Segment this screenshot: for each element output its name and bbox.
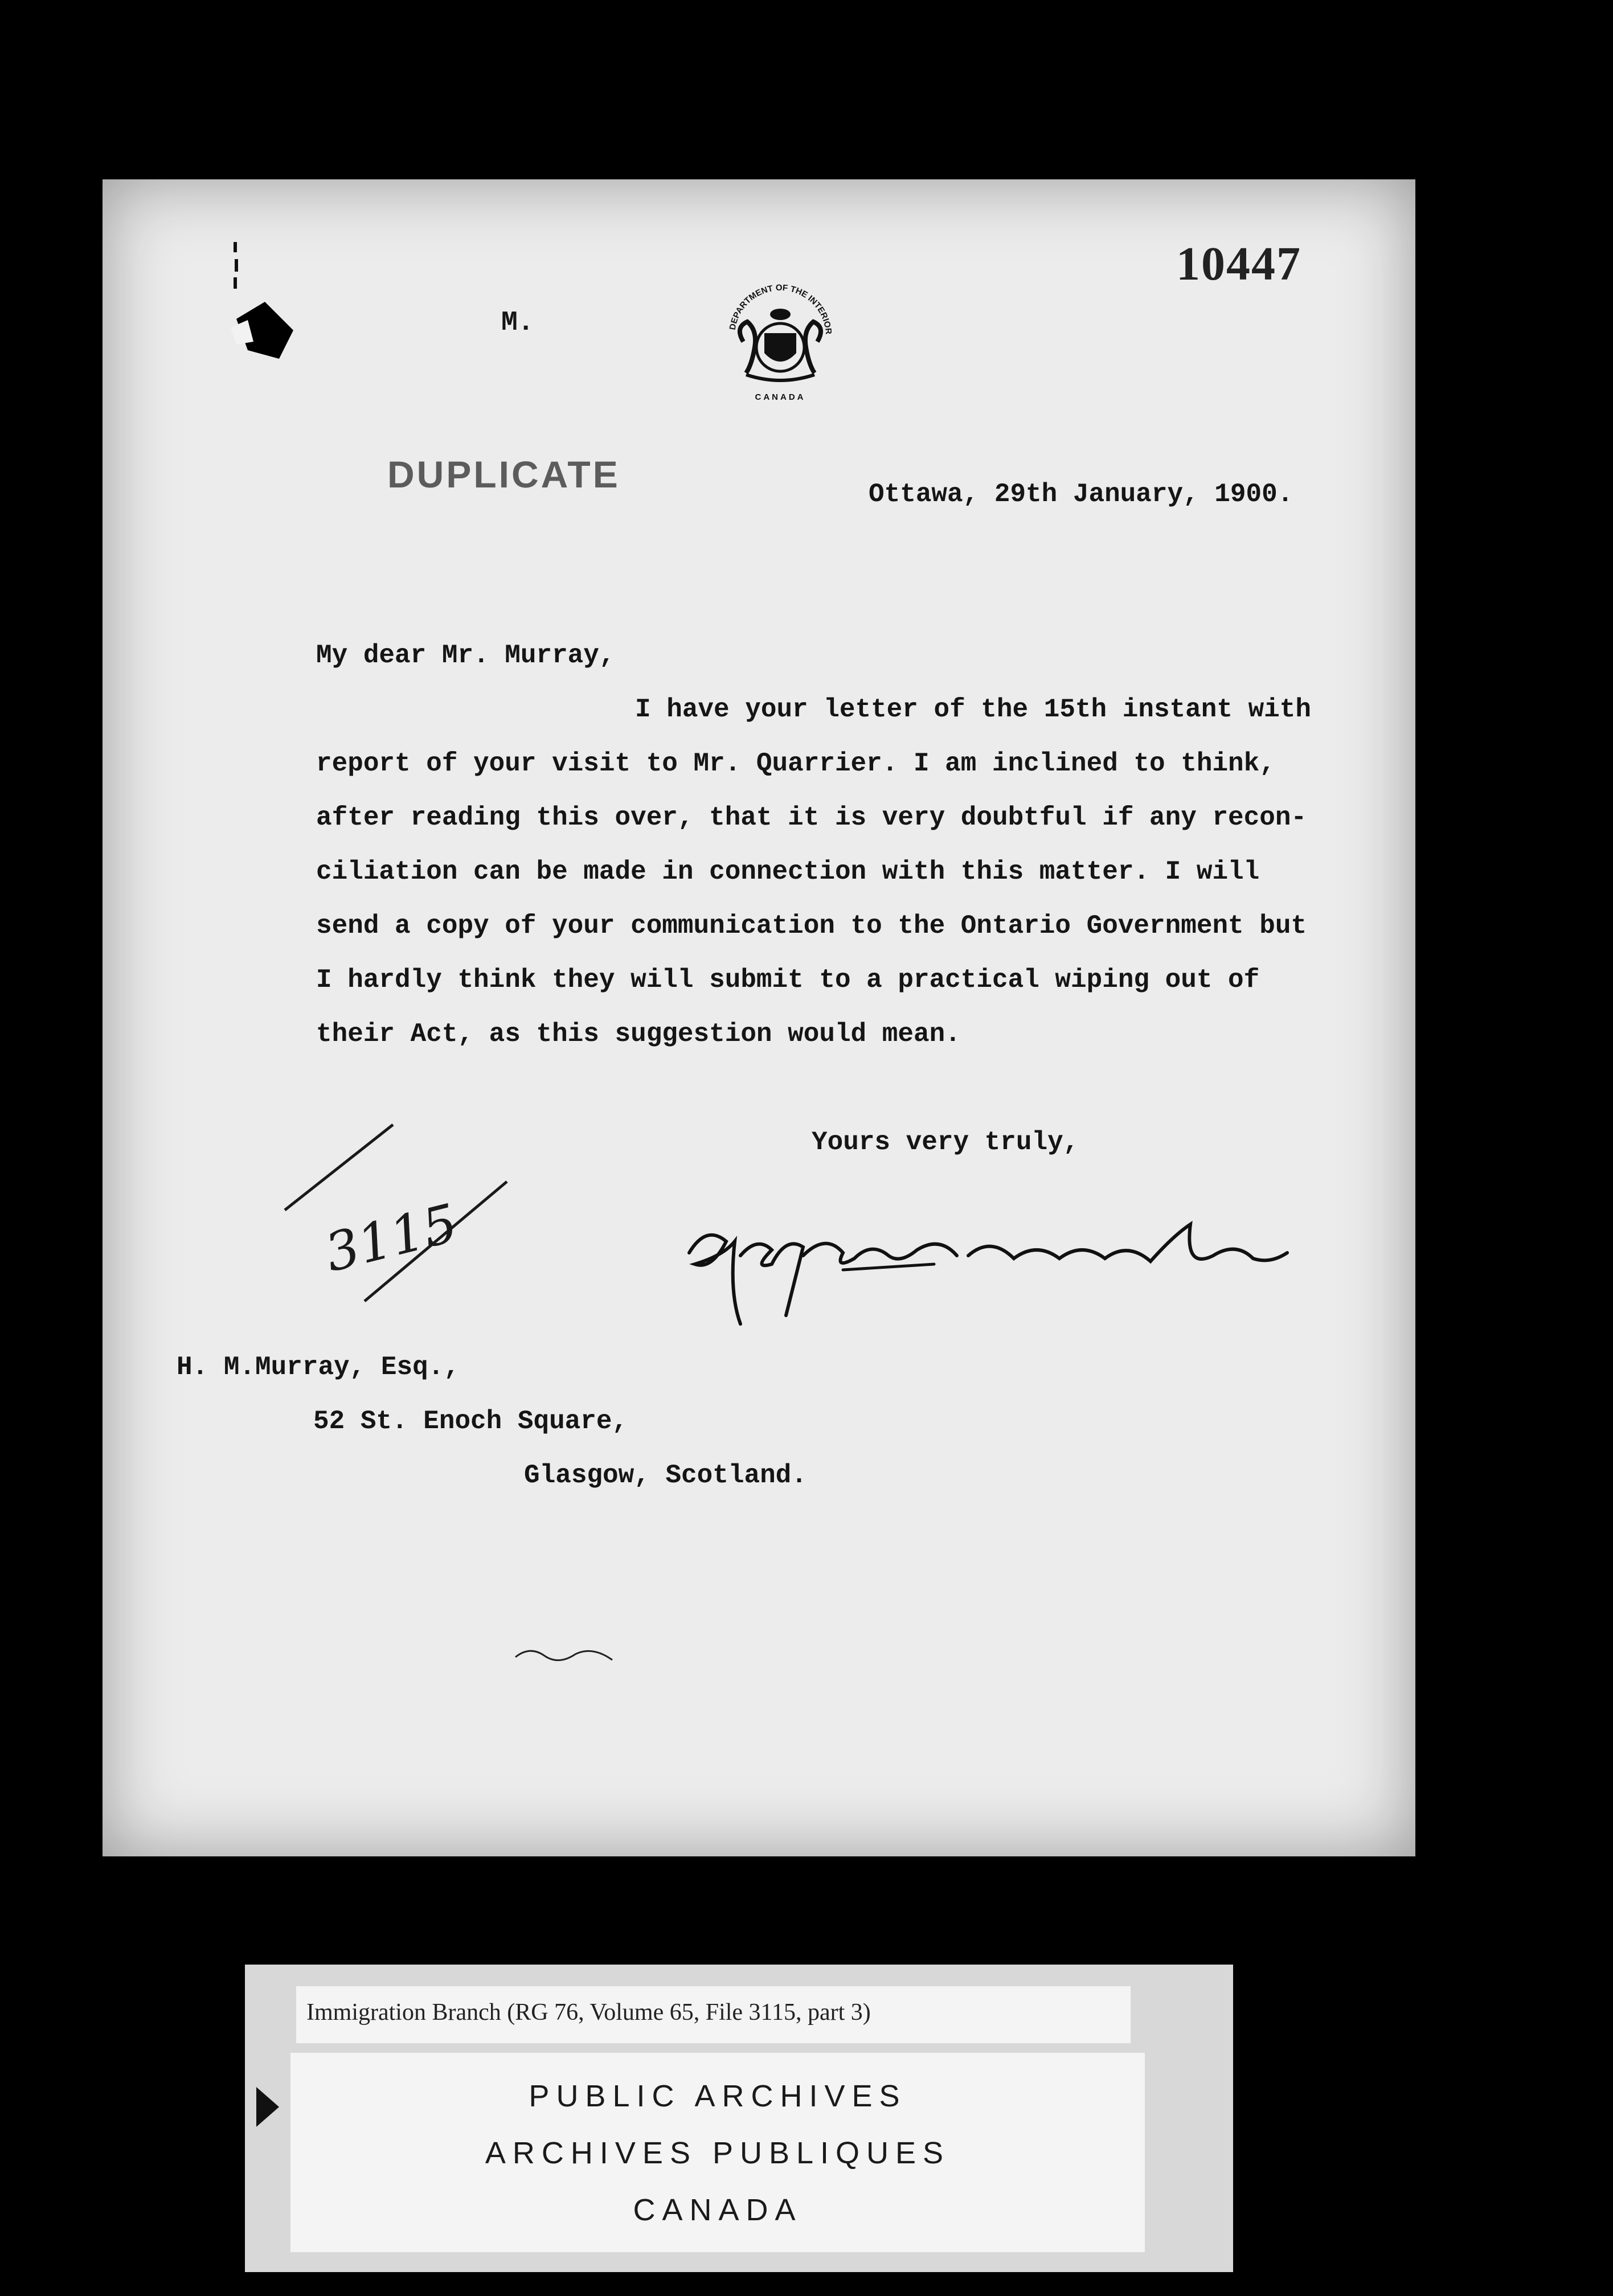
archive-reference: Immigration Branch (RG 76, Volume 65, File 3115, part 3) [306,1999,871,2026]
body-line: ciliation can be made in connection with this matter. I will [316,857,1260,887]
dictation-initial: M. [501,308,534,338]
signature-icon [672,1202,1299,1327]
body-line: report of your visit to Mr. Quarrier. I am inclined to think, [316,749,1275,778]
punch-hole-icon [225,296,305,364]
body-line: send a copy of your communication to the Ontario Government but [316,911,1307,941]
file-number: 10447 [1176,237,1301,290]
crest-top-text: DEPARTMENT OF THE INTERIOR [727,282,834,335]
handwritten-file-mark [279,1113,518,1352]
body-line: after reading this over, that it is very doubtful if any recon- [316,803,1307,833]
letter-page [103,179,1415,1856]
archive-reference-strip [296,1986,1131,2043]
address-line: H. M.Murray, Esq., [177,1352,460,1382]
archive-label [245,1965,1233,2272]
closing: Yours very truly, [812,1128,1079,1157]
file-mark-number: 3115 [319,1192,464,1284]
archive-line: PUBLIC ARCHIVES [529,2079,907,2113]
label-notch-icon [256,2087,279,2127]
duplicate-stamp: DUPLICATE [387,453,620,495]
salutation: My dear Mr. Murray, [316,641,615,670]
margin-mark [228,242,245,293]
coat-of-arms-icon [712,273,849,410]
body-line: I hardly think they will submit to a practical wiping out of [316,965,1260,995]
letter-date: Ottawa, 29th January, 1900. [869,479,1293,509]
body-line: I have your letter of the 15th instant with [635,695,1311,724]
address-line: Glasgow, Scotland. [524,1461,807,1490]
archive-line: CANADA [633,2193,803,2227]
body-line: their Act, as this suggestion would mean. [316,1019,961,1049]
address-line: 52 St. Enoch Square, [313,1407,628,1436]
archive-line: ARCHIVES PUBLIQUES [485,2136,951,2170]
pencil-scribble [513,1643,615,1671]
archive-stamp [290,2053,1145,2252]
crest-bottom-text: CANADA [755,392,806,402]
